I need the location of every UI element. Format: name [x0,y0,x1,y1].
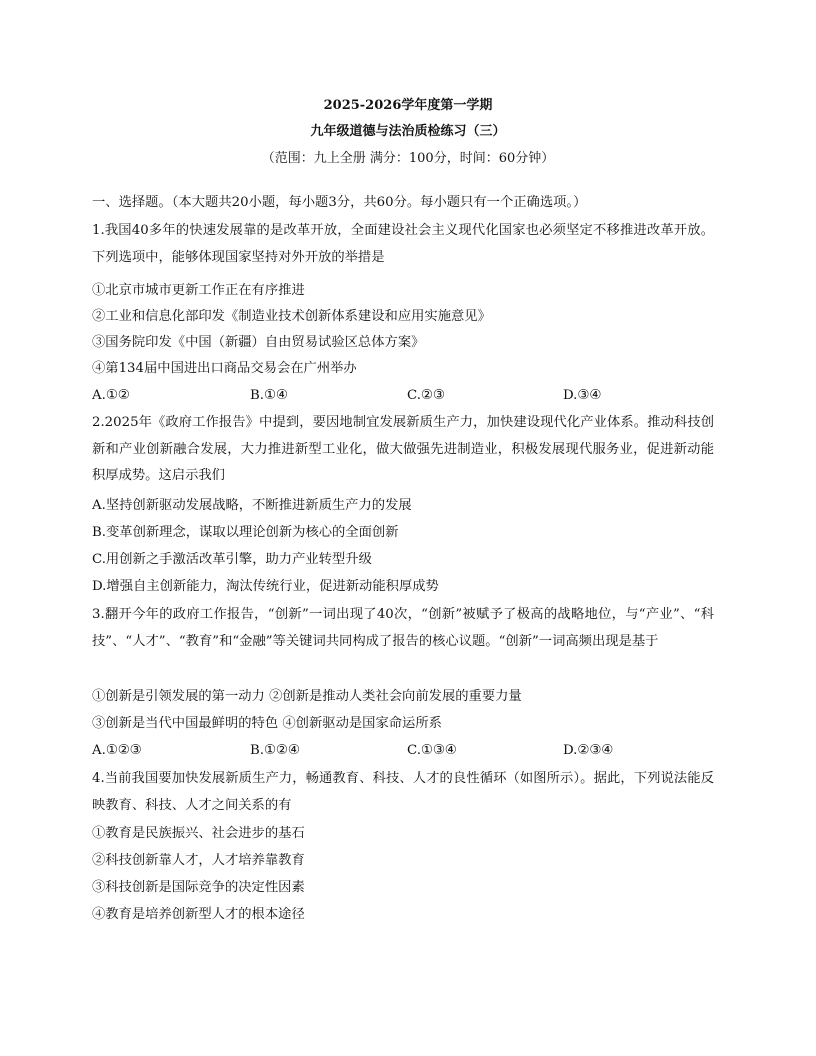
question-3-stem: 3.翻开今年的政府工作报告，“创新”一词出现了40次，“创新”被赋予了极高的战略地位，与“产业”、“科技”、“人才”、“教育”和“金融”等关键词共同构成了报告的核心议题。“创新”一词高频出现是基于 [92,607,714,649]
section-heading: 一、选择题。（本大题共20小题，每小题3分，共60分。每小题只有一个正确选项。） [92,195,587,210]
question-2-option: D.增强自主创新能力，淘汰传统行业，促进新动能积厚成势 [92,579,439,594]
question-2-stem: 2.2025年《政府工作报告》中提到，要因地制宜发展新质生产力，加快建设现代化产业体系。推动科技创新和产业创新融合发展，大力推进新型工业化，做大做强先进制造业，积极发展现代服务业，促进新动能积厚成势。这启示我们 [92,415,714,483]
question-4-item: ②科技创新靠人才，人才培养靠教育 [92,853,305,868]
question-1-options [92,387,722,405]
option-a: A.①②③ [92,743,142,758]
option-a: A.①② [92,388,130,403]
option-d: D.③④ [563,388,602,403]
option-b: B.①④ [250,388,288,403]
exam-scope: （范围：九上全册 满分：100分，时间：60分钟） [261,151,555,166]
option-c: C.①③④ [407,743,457,758]
exam-title: 九年级道德与法治质检练习（三） [310,124,506,139]
question-3-item: ③创新是当代中国最鲜明的特色 ④创新驱动是国家命运所系 [92,716,442,731]
question-4-item: ④教育是培养创新型人才的根本途径 [92,907,305,922]
question-2-option: A.坚持创新驱动发展战略，不断推进新质生产力的发展 [92,498,412,513]
question-2-option: B.变革创新理念，谋取以理论创新为核心的全面创新 [92,525,399,540]
question-1-item: ①北京市城市更新工作正在有序推进 [92,283,305,298]
option-d: D.②③④ [563,743,614,758]
question-1-item: ②工业和信息化部印发《制造业技术创新体系建设和应用实施意见》 [92,309,491,324]
school-year-title: 2025-2026学年度第一学期 [323,98,493,113]
question-4-stem: 4.当前我国要加快发展新质生产力，畅通教育、科技、人才的良性循环（如图所示）。据此，下列说法能反映教育、科技、人才之间关系的有 [92,771,714,813]
question-4-item: ①教育是民族振兴、社会进步的基石 [92,826,305,841]
option-c: C.②③ [407,388,445,403]
question-4-item: ③科技创新是国际竞争的决定性因素 [92,880,305,895]
question-3-item: ①创新是引领发展的第一动力 ②创新是推动人类社会向前发展的重要力量 [92,689,522,704]
question-1-item: ③国务院印发《中国（新疆）自由贸易试验区总体方案》 [92,335,425,350]
question-3-options [92,742,722,760]
question-1-item: ④第134届中国进出口商品交易会在广州举办 [92,361,357,376]
question-1-stem: 1.我国40多年的快速发展靠的是改革开放，全面建设社会主义现代化国家也必须坚定不移推进改革开放。下列选项中，能够体现国家坚持对外开放的举措是 [92,223,714,265]
question-2-option: C.用创新之手激活改革引擎，助力产业转型升级 [92,552,372,567]
option-b: B.①②④ [250,743,300,758]
